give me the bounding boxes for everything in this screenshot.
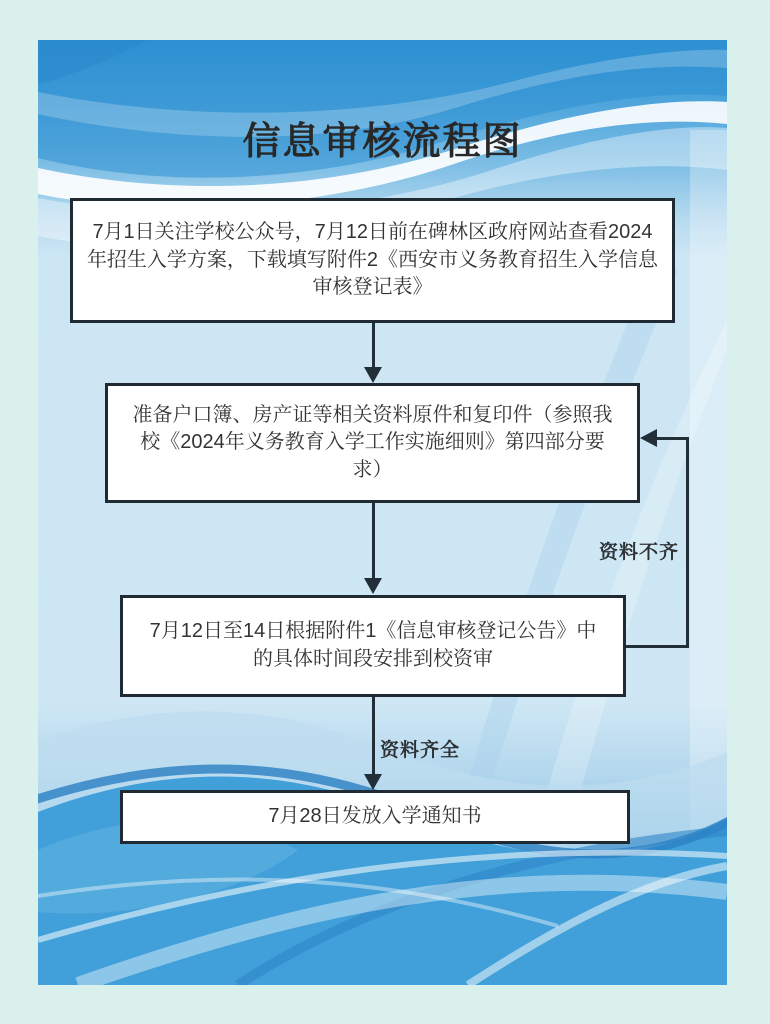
feedback-loop-top-line: [657, 437, 689, 440]
flow-step-4: [120, 790, 630, 844]
page-title: 信息审核流程图: [242, 121, 523, 163]
arrow-step3-step4-line: [372, 697, 375, 774]
edge-label-incomplete: 资料不齐: [599, 542, 680, 563]
flow-step-1-text: 7月1日关注学校公众号，7月12日前在碑林区政府网站查看2024年招生入学方案，下载填写附件2《西安市义务教育招生入学信息审核登记表》: [86, 221, 659, 299]
flow-step-1: [70, 198, 675, 323]
edge-label-complete: 资料齐全: [380, 740, 461, 761]
feedback-loop-vertical-line: [686, 437, 689, 648]
flow-step-4-text: 7月28日发放入学通知书: [268, 805, 482, 828]
arrow-down-icon: [364, 578, 382, 594]
flow-step-3: [120, 595, 626, 697]
flow-step-2: [105, 383, 640, 503]
arrow-down-icon: [364, 367, 382, 383]
feedback-loop-bottom-line: [625, 645, 689, 648]
arrow-step2-step3-line: [372, 503, 375, 578]
arrow-left-icon: [640, 429, 657, 447]
arrow-down-icon: [364, 774, 382, 790]
flow-step-2-text: 准备户口簿、房产证等相关资料原件和复印件（参照我校《2024年义务教育入学工作实施细则》第四部分要求）: [132, 403, 613, 481]
arrow-step1-step2-line: [372, 323, 375, 367]
flow-step-3-text: 7月12日至14日根据附件1《信息审核登记公告》中的具体时间段安排到校资审: [149, 620, 597, 670]
